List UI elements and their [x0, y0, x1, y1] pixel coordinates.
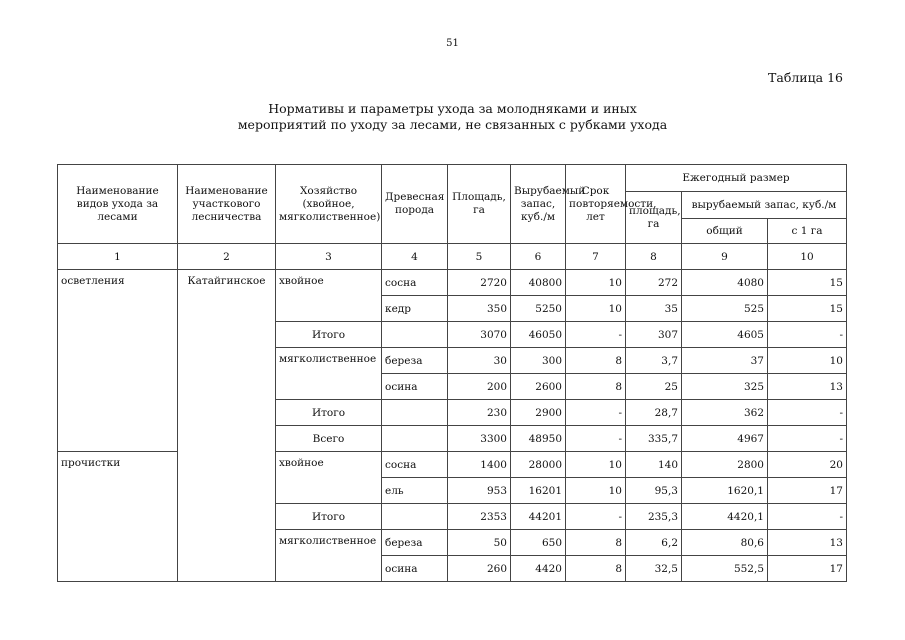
value-cell: 80,6	[682, 530, 768, 556]
value-cell: 1400	[448, 452, 511, 478]
value-cell: 37	[682, 348, 768, 374]
value-cell: 3,7	[626, 348, 682, 374]
value-cell: 8	[566, 556, 626, 582]
farm-cell: хвойное	[276, 270, 382, 322]
value-cell: 10	[566, 452, 626, 478]
value-cell: 362	[682, 400, 768, 426]
species-cell: береза	[382, 348, 448, 374]
col-number: 9	[682, 244, 768, 270]
value-cell: -	[566, 426, 626, 452]
value-cell: 235,3	[626, 504, 682, 530]
value-cell: 525	[682, 296, 768, 322]
value-cell: 8	[566, 530, 626, 556]
care-type-cell: осветления	[58, 270, 178, 452]
value-cell: 4605	[682, 322, 768, 348]
value-cell: 10	[768, 348, 847, 374]
header-col3: Хозяйство (хвойное, мягколиственное)	[276, 165, 382, 244]
species-cell: сосна	[382, 452, 448, 478]
header-stock: вырубаемый запас, куб./м	[682, 192, 847, 219]
value-cell: 1620,1	[682, 478, 768, 504]
value-cell: 25	[626, 374, 682, 400]
value-cell: 2800	[682, 452, 768, 478]
value-cell: 30	[448, 348, 511, 374]
value-cell: 16201	[511, 478, 566, 504]
col-number: 2	[178, 244, 276, 270]
value-cell: 200	[448, 374, 511, 400]
value-cell: -	[566, 322, 626, 348]
col-number: 10	[768, 244, 847, 270]
species-cell: осина	[382, 374, 448, 400]
value-cell: 2600	[511, 374, 566, 400]
value-cell: 230	[448, 400, 511, 426]
farm-cell: Итого	[276, 504, 382, 530]
data-table	[57, 164, 847, 582]
col-number: 3	[276, 244, 382, 270]
farm-cell: Итого	[276, 400, 382, 426]
value-cell: 20	[768, 452, 847, 478]
species-cell: сосна	[382, 270, 448, 296]
value-cell: -	[768, 400, 847, 426]
value-cell: 335,7	[626, 426, 682, 452]
forestry-cell: Катайгинское	[178, 270, 276, 582]
title-line-1: Нормативы и параметры ухода за молодняками и иных	[268, 101, 637, 116]
value-cell: 650	[511, 530, 566, 556]
value-cell: 2353	[448, 504, 511, 530]
species-cell	[382, 322, 448, 348]
value-cell: 2900	[511, 400, 566, 426]
header-col6: Вырубаемый запас, куб./м	[511, 165, 566, 244]
value-cell: 13	[768, 530, 847, 556]
value-cell: 5250	[511, 296, 566, 322]
header-annual: Ежегодный размер	[626, 165, 847, 192]
value-cell: 48950	[511, 426, 566, 452]
value-cell: 44201	[511, 504, 566, 530]
value-cell: 4967	[682, 426, 768, 452]
value-cell: 8	[566, 374, 626, 400]
header-col2: Наименование участкового лесничества	[178, 165, 276, 244]
value-cell: 3300	[448, 426, 511, 452]
species-cell	[382, 426, 448, 452]
col-number: 4	[382, 244, 448, 270]
farm-cell: мягколиственное	[276, 348, 382, 400]
header-area: площадь, га	[626, 192, 682, 244]
table-label: Таблица 16	[768, 70, 843, 85]
header-col4: Древесная порода	[382, 165, 448, 244]
farm-cell: мягколиственное	[276, 530, 382, 582]
farm-cell: Итого	[276, 322, 382, 348]
col-number: 1	[58, 244, 178, 270]
value-cell: 272	[626, 270, 682, 296]
value-cell: -	[566, 504, 626, 530]
value-cell: 4080	[682, 270, 768, 296]
species-cell	[382, 400, 448, 426]
value-cell: 95,3	[626, 478, 682, 504]
header-total: общий	[682, 219, 768, 244]
table-row	[58, 452, 847, 478]
value-cell: 260	[448, 556, 511, 582]
page-number: 51	[446, 38, 459, 49]
col-number: 5	[448, 244, 511, 270]
care-type-cell: прочистки	[58, 452, 178, 582]
value-cell: 35	[626, 296, 682, 322]
header-per-ha: с 1 га	[768, 219, 847, 244]
value-cell: 50	[448, 530, 511, 556]
species-cell	[382, 504, 448, 530]
value-cell: 4420	[511, 556, 566, 582]
value-cell: -	[566, 400, 626, 426]
farm-cell: хвойное	[276, 452, 382, 504]
value-cell: 17	[768, 556, 847, 582]
col-number: 7	[566, 244, 626, 270]
header-col5: Площадь, га	[448, 165, 511, 244]
value-cell: 6,2	[626, 530, 682, 556]
value-cell: -	[768, 322, 847, 348]
value-cell: 15	[768, 270, 847, 296]
species-cell: ель	[382, 478, 448, 504]
value-cell: 2720	[448, 270, 511, 296]
value-cell: 28,7	[626, 400, 682, 426]
column-numbers-row	[58, 244, 847, 270]
value-cell: 3070	[448, 322, 511, 348]
value-cell: 28000	[511, 452, 566, 478]
value-cell: 325	[682, 374, 768, 400]
species-cell: осина	[382, 556, 448, 582]
value-cell: 15	[768, 296, 847, 322]
value-cell: 953	[448, 478, 511, 504]
value-cell: 552,5	[682, 556, 768, 582]
col-number: 8	[626, 244, 682, 270]
header-col1: Наименование видов ухода за лесами	[58, 165, 178, 244]
title-line-2: мероприятий по уходу за лесами, не связанных с рубками ухода	[237, 117, 668, 132]
value-cell: 8	[566, 348, 626, 374]
species-cell: кедр	[382, 296, 448, 322]
value-cell: 10	[566, 296, 626, 322]
value-cell: 307	[626, 322, 682, 348]
value-cell: 13	[768, 374, 847, 400]
table-title	[0, 101, 905, 133]
value-cell: 140	[626, 452, 682, 478]
species-cell: береза	[382, 530, 448, 556]
farm-cell: Всего	[276, 426, 382, 452]
value-cell: 32,5	[626, 556, 682, 582]
header-col7: Срок повторяемости, лет	[566, 165, 626, 244]
value-cell: 10	[566, 270, 626, 296]
value-cell: -	[768, 504, 847, 530]
value-cell: 350	[448, 296, 511, 322]
table-row	[58, 270, 847, 296]
value-cell: 10	[566, 478, 626, 504]
value-cell: 300	[511, 348, 566, 374]
value-cell: 17	[768, 478, 847, 504]
col-number: 6	[511, 244, 566, 270]
value-cell: 4420,1	[682, 504, 768, 530]
value-cell: 46050	[511, 322, 566, 348]
value-cell: 40800	[511, 270, 566, 296]
value-cell: -	[768, 426, 847, 452]
